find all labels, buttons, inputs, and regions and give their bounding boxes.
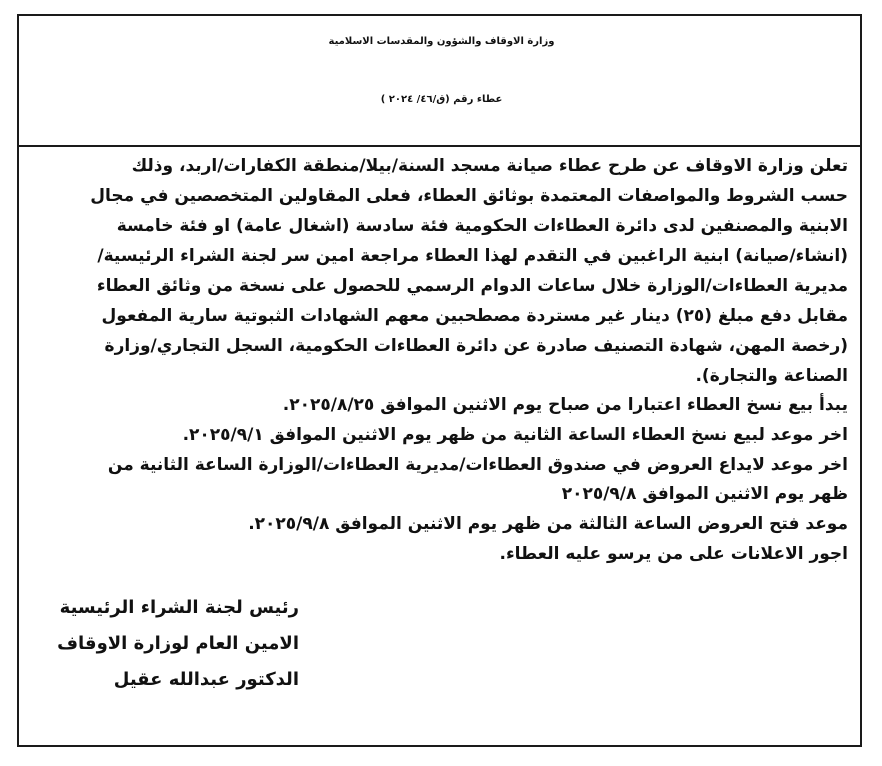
body-line: مديرية العطاءات/الوزارة خلال ساعات الدوام الرسمي للحصول على نسخة من وثائق العطاء (96, 276, 848, 296)
header-divider (19, 145, 860, 147)
body-line: تعلن وزارة الاوقاف عن طرح عطاء صيانة مسجد السنة/بيلا/منطقة الكفارات/اربد، وذلك (131, 156, 848, 176)
body-line: اجور الاعلانات على من يرسو عليه العطاء. (499, 544, 848, 564)
body-line: (انشاء/صيانة) ابنية الراغبين في التقدم لهذا العطاء مراجعة امين سر لجنة الشراء الرئيسية/ (97, 246, 848, 266)
body-line: موعد فتح العروض الساعة الثالثة من ظهر يوم الاثنين الموافق ٢٠٢٥/٩/٨. (248, 514, 848, 534)
body-line: الابنية والمصنفين لدى دائرة العطاءات الحكومية فئة سادسة (اشغال عامة) او فئة خامسة (116, 216, 848, 236)
body-line: ظهر يوم الاثنين الموافق ٢٠٢٥/٩/٨ (561, 484, 848, 504)
signature-committee-chair: رئيس لجنة الشراء الرئيسية (59, 597, 299, 618)
body-line: مقابل دفع مبلغ (٢٥) دينار غير مستردة مصطحبين معهم الشهادات الثبوتية سارية المفعول (101, 306, 848, 326)
tender-number: عطاء رقم (ق/٤٦/ ٢٠٢٤ ) (380, 94, 503, 105)
signature-name: الدكتور عبدالله عقيل (113, 669, 299, 690)
announcement-frame (17, 14, 862, 747)
body-line: الصناعة والتجارة). (695, 366, 848, 386)
body-line: يبدأ بيع نسخ العطاء اعتبارا من صباح يوم الاثنين الموافق ٢٠٢٥/٨/٢٥. (282, 395, 848, 415)
body-line: حسب الشروط والمواصفات المعتمدة بوثائق العطاء، فعلى المقاولين المتخصصين في مجال (90, 186, 848, 206)
ministry-title: وزارة الاوقاف والشؤون والمقدسات الاسلامية (328, 36, 555, 47)
body-line: اخر موعد لبيع نسخ العطاء الساعة الثانية من ظهر يوم الاثنين الموافق ٢٠٢٥/٩/١. (182, 425, 848, 445)
signature-secretary-general: الامين العام لوزارة الاوقاف (57, 633, 299, 654)
body-line: اخر موعد لايداع العروض في صندوق العطاءات/مديرية العطاءات/الوزارة الساعة الثانية من (107, 455, 848, 475)
body-line: (رخصة المهن، شهادة التصنيف صادرة عن دائرة العطاءات الحكومية، السجل التجاري/وزارة (104, 336, 848, 356)
